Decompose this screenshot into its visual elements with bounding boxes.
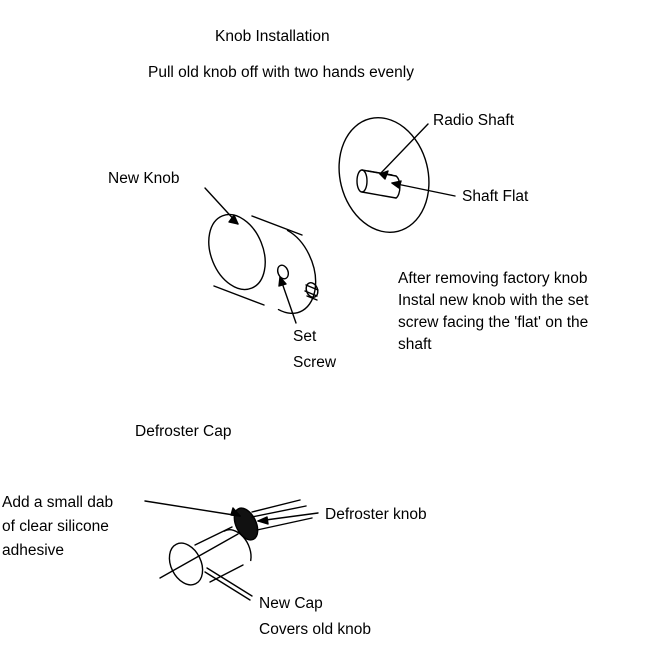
label-shaft-flat: Shaft Flat (462, 188, 529, 205)
figure-subtitle: Pull old knob off with two hands evenly (148, 64, 414, 81)
leader-silicone (145, 501, 240, 516)
leader-set-screw (279, 277, 296, 323)
label-silicone-line3: adhesive (2, 542, 65, 559)
leader-radio-shaft (380, 124, 428, 179)
figure-title: Knob Installation (215, 28, 330, 45)
new-knob-cylinder (198, 206, 328, 319)
label-set-screw-line1: Set (293, 328, 317, 345)
label-new-knob: New Knob (108, 170, 180, 187)
instructions-line-1: After removing factory knob (398, 270, 588, 287)
label-new-cap-line2: Covers old knob (259, 621, 372, 638)
leader-shaft-flat (392, 181, 455, 196)
label-new-cap-line1: New Cap (259, 595, 323, 612)
label-silicone-line2: of clear silicone (2, 518, 109, 535)
label-silicone-line1: Add a small dab (2, 494, 114, 511)
set-screw-part (304, 281, 320, 300)
instructions-line-2: Instal new knob with the set (398, 292, 589, 309)
instructions-line-3: screw facing the 'flat' on the (398, 314, 589, 331)
label-defroster-knob: Defroster knob (325, 506, 427, 523)
label-defroster-cap-heading: Defroster Cap (135, 423, 232, 440)
instructions-line-4: shaft (398, 336, 432, 353)
leader-new-knob (205, 188, 238, 224)
label-set-screw-line2: Screw (293, 354, 337, 371)
label-radio-shaft: Radio Shaft (433, 112, 514, 129)
